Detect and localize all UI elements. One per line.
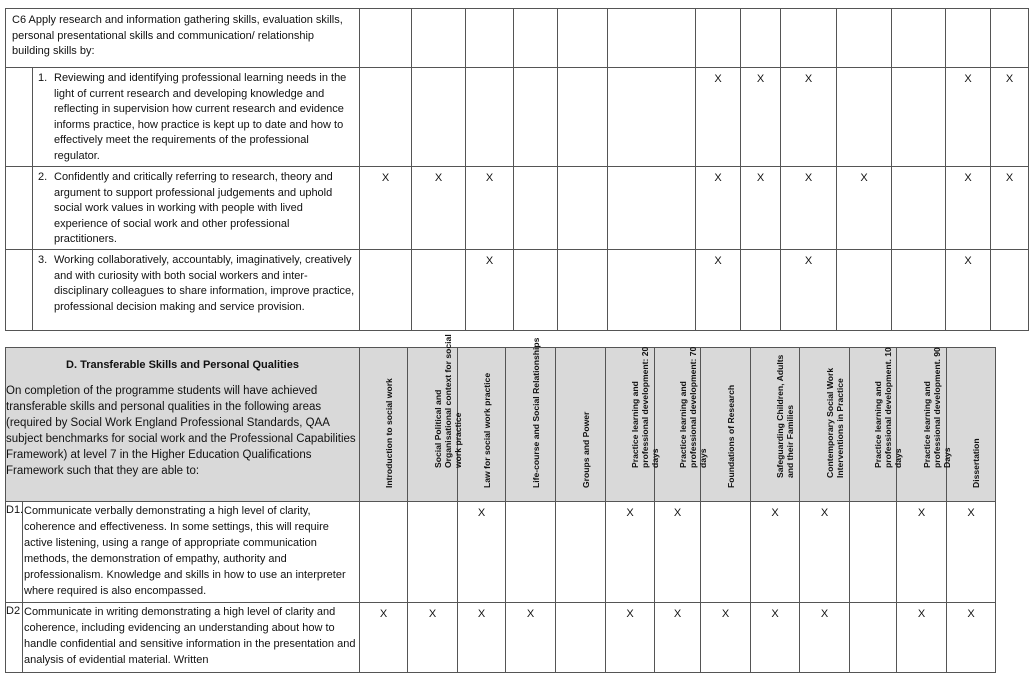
mark: X — [466, 167, 514, 250]
mark: X — [837, 167, 892, 250]
mark: X — [606, 603, 655, 673]
mark: X — [946, 68, 991, 167]
c6-item-row — [6, 68, 1029, 167]
c6-heading: C6 Apply research and information gathering skills, evaluation skills, personal presentational skills and communication/ relationship building skills by: — [6, 9, 360, 68]
mark: X — [506, 603, 556, 673]
mark: X — [781, 250, 837, 331]
d-outcome-row — [6, 502, 996, 603]
mark: X — [360, 603, 408, 673]
module-header: Safeguarding Children, Adults and their Families — [775, 354, 795, 478]
mark: X — [696, 167, 741, 250]
mark — [360, 250, 412, 331]
mark: X — [800, 502, 850, 603]
mark — [701, 502, 751, 603]
mark: X — [897, 502, 947, 603]
mark — [850, 502, 897, 603]
mark — [991, 250, 1029, 331]
c6-item-row — [6, 167, 1029, 250]
d-header-row — [6, 348, 996, 502]
mark — [514, 167, 558, 250]
mark: X — [897, 603, 947, 673]
mark — [466, 68, 514, 167]
mark: X — [696, 68, 741, 167]
mark — [608, 250, 696, 331]
mark — [558, 68, 608, 167]
mark — [408, 502, 458, 603]
mark: X — [991, 68, 1029, 167]
c6-outcomes-table — [5, 8, 1029, 331]
module-header: Practice learning and professional development. 10 days — [873, 347, 903, 468]
mark — [892, 68, 946, 167]
mark — [360, 502, 408, 603]
mark — [892, 250, 946, 331]
mark — [741, 250, 781, 331]
mark: X — [408, 603, 458, 673]
d-outcome-row — [6, 603, 996, 673]
mark: X — [412, 167, 466, 250]
module-header: Social Political and Organisational context for social work practice — [432, 334, 463, 468]
mark: X — [741, 167, 781, 250]
c6-item-3 — [33, 250, 360, 331]
d-intro: On completion of the programme students will have achieved transferable skills and personal qualities in the following areas (required by Social Work England Professional Standards, QAA subject benchmarks for social work and the Professional Capabilities Framework) at level 7 in the Higher Education Qualifications Framework such that they are able to: — [6, 384, 356, 477]
mark — [412, 68, 466, 167]
mark: X — [946, 250, 991, 331]
mark: X — [947, 603, 996, 673]
module-header: Introduction to social work — [383, 378, 394, 488]
module-header: Groups and Power — [580, 411, 591, 488]
module-header: Foundations of Research — [725, 384, 736, 488]
mark: X — [360, 167, 412, 250]
mark — [514, 68, 558, 167]
outcome-text: Communicate in writing demonstrating a high level of clarity and coherence, including evidencing an understanding about how to handle confidential and sensitive information in the presentation and analysis of evidential material. Written — [23, 603, 360, 673]
d-title: D. Transferable Skills and Personal Qualities — [66, 359, 299, 371]
mark: X — [655, 502, 701, 603]
mark — [514, 250, 558, 331]
module-header: Practice learning and professional development: 70 days — [677, 346, 708, 468]
d-header-cell — [6, 348, 360, 502]
module-header: Practice learning and professional development: 20 days — [630, 346, 660, 468]
module-header: Life-course and Social Relationships — [530, 337, 541, 488]
mark — [608, 68, 696, 167]
module-header: Practice learning and professional development. 90 Days — [921, 347, 952, 468]
mark: X — [781, 167, 837, 250]
mark — [412, 250, 466, 331]
outcome-code: D1. — [6, 502, 23, 603]
mark: X — [696, 250, 741, 331]
outcome-text: Communicate verbally demonstrating a high level of clarity, coherence and effectiveness. In some settings, this will require active listening, using a range of appropriate communication methods, the demonstration of empathy, authority and professionalism. Knowledge and skills in how to use an interpreter where required is also encompassed. — [23, 502, 360, 603]
mark — [837, 250, 892, 331]
mark — [837, 68, 892, 167]
c6-item-row — [6, 250, 1029, 331]
mark: X — [947, 502, 996, 603]
mark: X — [701, 603, 751, 673]
module-header: Contemporary Social Work Interventions in Practice — [824, 367, 845, 478]
mark: X — [946, 167, 991, 250]
mark: X — [655, 603, 701, 673]
mark: X — [458, 603, 506, 673]
mark: X — [751, 603, 800, 673]
d-transferable-skills-table — [5, 334, 996, 673]
mark — [558, 250, 608, 331]
mark — [850, 603, 897, 673]
module-header: Dissertation — [971, 438, 981, 488]
mark — [360, 68, 412, 167]
item-number: 1. — [38, 72, 48, 84]
module-header: Law for social work practice — [481, 372, 492, 488]
item-text: Reviewing and identifying professional learning needs in the light of current research and developing knowledge and reflecting in supervision how current research and evidence informs practice, how practice is kept up to date and how to effectively meet the requirements of the professional regulator. — [54, 72, 347, 162]
mark — [556, 603, 606, 673]
mark: X — [751, 502, 800, 603]
item-number: 3. — [38, 254, 48, 266]
mark: X — [741, 68, 781, 167]
mark: X — [800, 603, 850, 673]
mark: X — [606, 502, 655, 603]
c6-heading-row — [6, 9, 1029, 68]
mark — [892, 167, 946, 250]
mark: X — [458, 502, 506, 603]
item-text: Working collaboratively, accountably, imaginatively, creatively and with curiosity with both social workers and inter-disciplinary colleagues to share information, improve practice, professional decision making and service provision. — [54, 254, 355, 313]
c6-item-2 — [33, 167, 360, 250]
mark — [556, 502, 606, 603]
mark: X — [781, 68, 837, 167]
mark — [608, 167, 696, 250]
outcome-code: D2 — [6, 603, 23, 673]
mark: X — [466, 250, 514, 331]
c6-item-1 — [33, 68, 360, 167]
mark — [558, 167, 608, 250]
mark: X — [991, 167, 1029, 250]
mark — [506, 502, 556, 603]
item-text: Confidently and critically referring to research, theory and argument to support professional judgements and uphold social work values in working with people with lived experience of social work and other professional practitioners. — [54, 171, 333, 246]
item-number: 2. — [38, 171, 48, 183]
